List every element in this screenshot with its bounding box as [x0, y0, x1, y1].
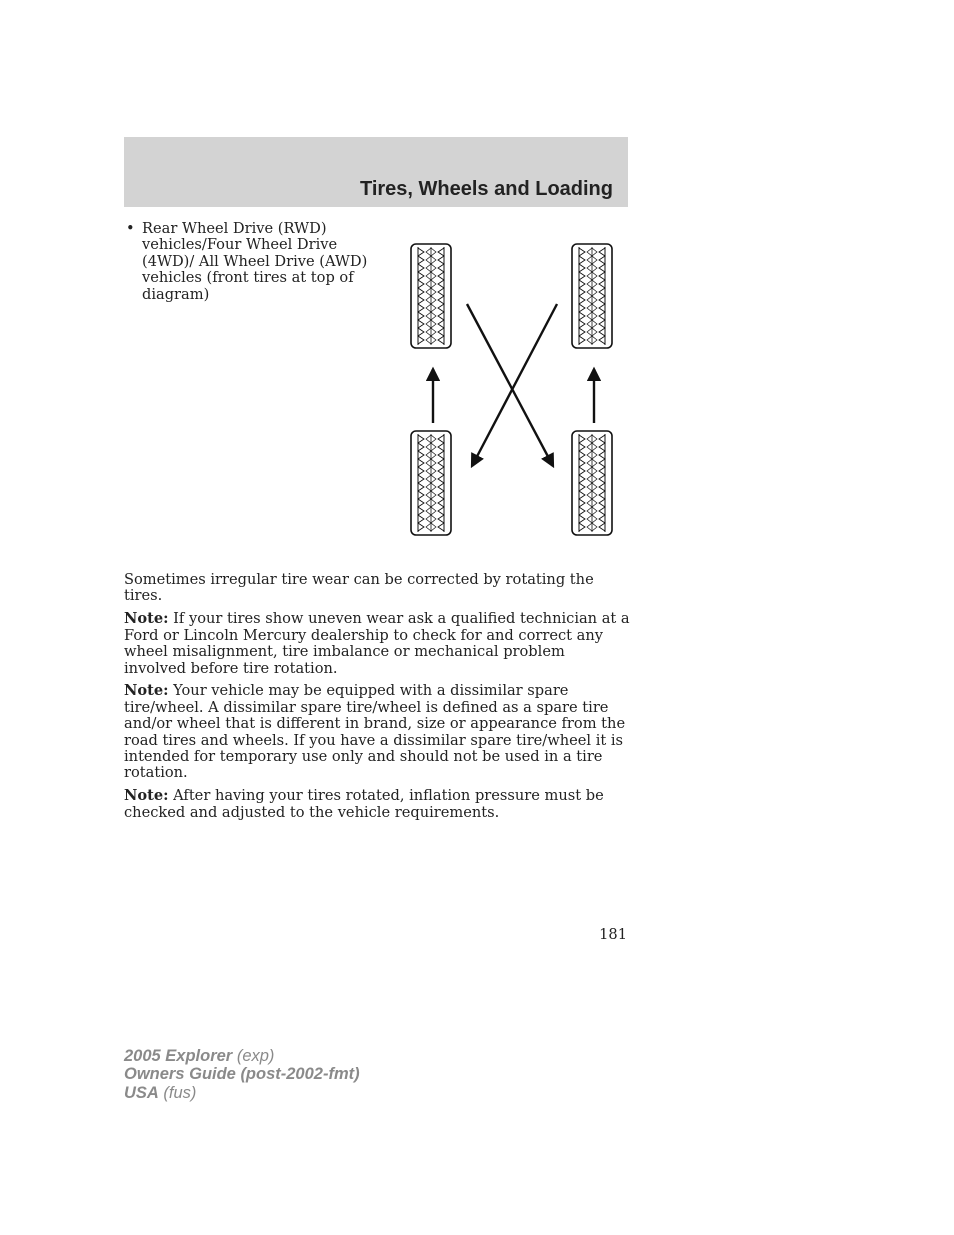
note-text: If your tires show uneven wear ask a qualified technician at a Ford or Lincoln Mercury dealership to check for and correct any wheel misalignment, tire imbalance or mechanical problem involved before tire rotation. [124, 610, 630, 677]
section-header [124, 137, 628, 207]
bullet-symbol: • [126, 220, 135, 237]
footer-guide: Owners Guide (post-2002-fmt) [124, 1065, 360, 1084]
footer-line [124, 1084, 360, 1102]
tire-icon [572, 244, 612, 348]
footer-model-code: (exp) [232, 1047, 275, 1065]
arrow-icon [467, 304, 553, 466]
bullet-item [124, 221, 369, 303]
note-text: Your vehicle may be equipped with a dissimilar spare tire/wheel. A dissimilar spare tire/wheel is defined as a spare tire and/or wheel that is different in brand, size or appearance from the road tires and wheels. If you have a dissimilar spare tire/wheel it is intended for temporary use only and should not be used in a tire rotation. [124, 682, 626, 782]
footer-market-code: (fus) [158, 1083, 197, 1102]
tire-icon [411, 244, 451, 348]
note-paragraph [124, 788, 630, 821]
note-paragraph [124, 611, 630, 677]
body-text [124, 572, 630, 828]
note-label: Note: [124, 610, 169, 628]
footer [124, 1047, 360, 1102]
arrow-icon [472, 304, 557, 466]
footer-line [124, 1047, 360, 1065]
note-paragraph [124, 683, 630, 781]
note-text: After having your tires rotated, inflation pressure must be checked and adjusted to the vehicle requirements. [124, 787, 604, 821]
tire-icon [411, 431, 451, 535]
note-label: Note: [124, 682, 169, 700]
note-label: Note: [124, 787, 169, 805]
bullet-line: diagram) [142, 285, 210, 303]
section-title: Tires, Wheels and Loading [359, 178, 613, 200]
bullet-line: vehicles/Four Wheel Drive [142, 236, 338, 254]
tire-rotation-diagram [405, 240, 617, 540]
footer-model: 2005 Explorer [124, 1047, 233, 1065]
footer-market: USA [124, 1083, 159, 1102]
tire-icon [572, 431, 612, 535]
intro-paragraph: Sometimes irregular tire wear can be corrected by rotating the tires. [124, 571, 594, 605]
page-number: 181 [599, 926, 627, 943]
bullet-line: vehicles (front tires at top of [142, 269, 354, 287]
bullet-line: Rear Wheel Drive (RWD) [142, 220, 327, 237]
bullet-line: (4WD)/ All Wheel Drive (AWD) [142, 252, 368, 270]
bullet-text [142, 221, 369, 303]
